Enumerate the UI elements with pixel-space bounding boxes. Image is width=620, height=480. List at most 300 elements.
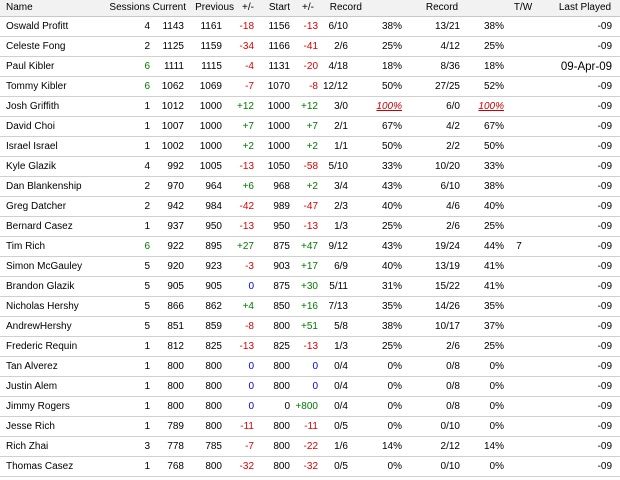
cell-pct1: 38%	[381, 21, 402, 32]
table-row[interactable]	[0, 377, 620, 397]
cell-sessions: 6	[144, 241, 150, 252]
cell-pct2: 38%	[483, 21, 504, 32]
cell-delta1: -7	[245, 441, 254, 452]
cell-delta1: -13	[239, 341, 254, 352]
cell-current: 851	[167, 321, 184, 332]
header-name[interactable]: Name	[6, 2, 33, 13]
header-record2[interactable]: Record	[425, 2, 459, 13]
cell-last-played: -09	[597, 461, 612, 472]
cell-pct1: 43%	[381, 181, 402, 192]
cell-pct2: 44%	[483, 241, 504, 252]
cell-pct1: 67%	[381, 121, 402, 132]
cell-start: 1166	[268, 41, 290, 52]
cell-pct2: 41%	[483, 281, 504, 292]
cell-delta2: +7	[306, 121, 318, 132]
cell-name: David Choi	[6, 121, 55, 132]
cell-last-played: -09	[597, 241, 612, 252]
cell-record1: 1/3	[334, 221, 348, 232]
cell-pct1: 31%	[381, 281, 402, 292]
cell-start: 0	[284, 401, 290, 412]
cell-current: 800	[167, 401, 184, 412]
cell-previous: 1161	[200, 21, 222, 32]
cell-delta1: 0	[248, 401, 254, 412]
cell-current: 1125	[162, 41, 184, 52]
cell-previous: 859	[205, 321, 222, 332]
cell-pct1: 25%	[381, 341, 402, 352]
cell-current: 789	[167, 421, 184, 432]
cell-current: 905	[167, 281, 184, 292]
cell-pct2: 37%	[483, 321, 504, 332]
cell-sessions: 1	[144, 381, 150, 392]
cell-delta2: +47	[301, 241, 318, 252]
cell-last-played: -09	[597, 41, 612, 52]
cell-previous: 950	[205, 221, 222, 232]
cell-delta2: +2	[306, 141, 318, 152]
cell-start: 800	[273, 381, 290, 392]
cell-delta2: +16	[301, 301, 318, 312]
cell-delta2: -11	[304, 421, 318, 432]
cell-delta1: +4	[242, 301, 254, 312]
cell-record1: 5/11	[329, 281, 348, 292]
cell-previous: 1005	[199, 161, 222, 172]
header-tw[interactable]: T/W	[513, 2, 533, 13]
cell-last-played: -09	[597, 201, 612, 212]
cell-pct1: 25%	[381, 41, 402, 52]
cell-start: 875	[273, 241, 290, 252]
cell-last-played: -09	[597, 341, 612, 352]
cell-last-played: -09	[597, 421, 612, 432]
cell-record2: 4/2	[446, 121, 460, 132]
header-sessions[interactable]: Sessions	[109, 2, 150, 13]
cell-record1: 3/4	[334, 181, 348, 192]
cell-delta1: +6	[242, 181, 254, 192]
cell-last-played: -09	[597, 181, 612, 192]
cell-current: 778	[167, 441, 184, 452]
cell-start: 1050	[267, 161, 290, 172]
cell-name: Thomas Casez	[6, 461, 74, 472]
cell-pct1: 35%	[381, 301, 402, 312]
cell-record1: 3/0	[334, 101, 348, 112]
cell-record2: 10/17	[434, 321, 460, 332]
cell-record2: 0/8	[446, 381, 460, 392]
cell-record2: 0/8	[446, 361, 460, 372]
cell-previous: 923	[205, 261, 222, 272]
cell-sessions: 5	[144, 281, 150, 292]
cell-delta2: -41	[303, 41, 318, 52]
cell-start: 989	[273, 201, 290, 212]
cell-name: Oswald Profitt	[6, 21, 69, 32]
cell-pct2: 25%	[483, 221, 504, 232]
cell-record1: 5/10	[328, 161, 348, 172]
table-row[interactable]	[0, 157, 620, 177]
cell-record1: 0/4	[334, 381, 348, 392]
cell-current: 992	[167, 161, 184, 172]
cell-delta2: -47	[303, 201, 318, 212]
cell-record2: 27/25	[434, 81, 460, 92]
cell-sessions: 1	[144, 141, 150, 152]
cell-name: Kyle Glazik	[6, 161, 57, 172]
header-record1[interactable]: Record	[329, 2, 362, 13]
table-row[interactable]	[0, 137, 620, 157]
cell-delta1: -8	[245, 321, 254, 332]
cell-pct1: 100%	[376, 101, 402, 112]
cell-last-played: -09	[597, 281, 612, 292]
cell-record1: 2/3	[334, 201, 348, 212]
cell-record2: 2/2	[446, 141, 460, 152]
cell-delta2: -8	[309, 81, 318, 92]
cell-previous: 800	[205, 461, 222, 472]
cell-pct2: 41%	[483, 261, 504, 272]
cell-delta1: -34	[239, 41, 254, 52]
cell-previous: 825	[205, 341, 222, 352]
table-row[interactable]	[0, 57, 620, 77]
cell-sessions: 6	[144, 81, 150, 92]
cell-current: 920	[167, 261, 184, 272]
cell-last-played: -09	[597, 221, 612, 232]
cell-pct2: 52%	[483, 81, 504, 92]
cell-pct2: 25%	[483, 341, 504, 352]
cell-last-played: -09	[597, 161, 612, 172]
table-row[interactable]	[0, 457, 620, 477]
cell-pct1: 50%	[381, 141, 402, 152]
cell-start: 800	[273, 321, 290, 332]
cell-pct2: 0%	[489, 421, 504, 432]
cell-delta2: -20	[303, 61, 318, 72]
cell-name: Tim Rich	[6, 241, 46, 252]
cell-delta1: 0	[248, 361, 254, 372]
cell-previous: 905	[205, 281, 222, 292]
cell-record1: 2/6	[334, 41, 348, 52]
cell-name: Dan Blankenship	[6, 181, 82, 192]
cell-pct1: 18%	[381, 61, 402, 72]
cell-last-played: 09-Apr-09	[560, 61, 612, 73]
cell-delta1: +2	[242, 141, 254, 152]
cell-previous: 800	[205, 381, 222, 392]
cell-current: 1143	[162, 21, 184, 32]
cell-previous: 964	[205, 181, 222, 192]
cell-record2: 6/10	[440, 181, 460, 192]
cell-previous: 895	[205, 241, 222, 252]
cell-pct1: 50%	[381, 81, 402, 92]
cell-pct2: 0%	[489, 461, 504, 472]
cell-delta2: +12	[301, 101, 318, 112]
cell-previous: 785	[205, 441, 222, 452]
cell-record1: 2/1	[334, 121, 348, 132]
cell-sessions: 5	[144, 301, 150, 312]
table-row[interactable]	[0, 277, 620, 297]
cell-current: 942	[167, 201, 184, 212]
table-row[interactable]	[0, 117, 620, 137]
cell-pct1: 0%	[387, 361, 402, 372]
cell-last-played: -09	[597, 141, 612, 152]
table-row[interactable]	[0, 237, 620, 257]
cell-delta2: +800	[295, 401, 318, 412]
cell-sessions: 5	[144, 261, 150, 272]
cell-record2: 13/19	[434, 261, 460, 272]
cell-record1: 0/5	[334, 461, 348, 472]
cell-previous: 1000	[199, 141, 222, 152]
cell-sessions: 1	[144, 121, 150, 132]
cell-record2: 10/20	[434, 161, 460, 172]
cell-current: 922	[167, 241, 184, 252]
cell-current: 800	[167, 381, 184, 392]
table-row[interactable]	[0, 437, 620, 457]
cell-delta1: -18	[239, 21, 254, 32]
cell-record1: 4/18	[328, 61, 348, 72]
header-delta1[interactable]: +/-	[242, 2, 254, 13]
header-previous[interactable]: Previous	[195, 2, 234, 13]
cell-start: 800	[273, 441, 290, 452]
cell-previous: 800	[205, 401, 222, 412]
cell-name: Tan Alverez	[6, 361, 58, 372]
cell-record2: 15/22	[434, 281, 460, 292]
cell-current: 937	[167, 221, 184, 232]
cell-delta1: +12	[237, 101, 254, 112]
cell-start: 800	[273, 461, 290, 472]
cell-start: 875	[273, 281, 290, 292]
cell-sessions: 1	[144, 461, 150, 472]
cell-delta2: +2	[306, 181, 318, 192]
cell-start: 1000	[267, 121, 290, 132]
cell-pct2: 0%	[489, 381, 504, 392]
cell-delta2: 0	[312, 361, 318, 372]
cell-delta1: -13	[239, 161, 254, 172]
cell-record1: 0/4	[334, 361, 348, 372]
cell-name: Jimmy Rogers	[6, 401, 70, 412]
cell-name: Nicholas Hershy	[6, 301, 79, 312]
cell-start: 950	[273, 221, 290, 232]
cell-pct2: 0%	[489, 361, 504, 372]
cell-pct1: 0%	[387, 421, 402, 432]
table-row[interactable]	[0, 257, 620, 277]
cell-pct2: 35%	[483, 301, 504, 312]
table-row[interactable]	[0, 177, 620, 197]
cell-current: 866	[167, 301, 184, 312]
table-row[interactable]	[0, 297, 620, 317]
cell-sessions: 5	[144, 321, 150, 332]
cell-name: Bernard Casez	[6, 221, 73, 232]
cell-delta1: -11	[240, 421, 254, 432]
cell-pct1: 0%	[387, 461, 402, 472]
cell-delta2: -13	[303, 21, 318, 32]
cell-delta2: -13	[303, 341, 318, 352]
cell-pct1: 25%	[381, 221, 402, 232]
row-divider	[0, 476, 620, 477]
cell-start: 800	[273, 421, 290, 432]
cell-pct2: 100%	[478, 101, 504, 112]
cell-record1: 5/8	[334, 321, 348, 332]
cell-start: 800	[273, 361, 290, 372]
cell-record1: 1/6	[334, 441, 348, 452]
cell-sessions: 2	[144, 181, 150, 192]
cell-delta2: -32	[303, 461, 318, 472]
cell-name: Justin Alem	[6, 381, 58, 392]
cell-last-played: -09	[597, 381, 612, 392]
cell-name: Frederic Requin	[6, 341, 78, 352]
cell-record2: 2/6	[446, 221, 460, 232]
cell-record1: 12/12	[322, 81, 348, 92]
cell-pct2: 67%	[483, 121, 504, 132]
table-row[interactable]	[0, 77, 620, 97]
cell-sessions: 1	[144, 221, 150, 232]
table-row[interactable]	[0, 397, 620, 417]
cell-start: 1000	[267, 141, 290, 152]
cell-pct1: 43%	[381, 241, 402, 252]
cell-record2: 13/21	[434, 21, 460, 32]
cell-delta1: -4	[245, 61, 254, 72]
cell-delta2: -22	[303, 441, 318, 452]
cell-current: 970	[167, 181, 184, 192]
cell-pct1: 40%	[381, 261, 402, 272]
cell-record1: 6/10	[328, 21, 348, 32]
cell-last-played: -09	[597, 81, 612, 92]
cell-pct2: 14%	[483, 441, 504, 452]
table-row[interactable]	[0, 417, 620, 437]
cell-current: 1007	[161, 121, 184, 132]
cell-start: 825	[273, 341, 290, 352]
cell-pct2: 38%	[483, 181, 504, 192]
cell-record1: 6/9	[334, 261, 348, 272]
cell-previous: 1159	[200, 41, 222, 52]
cell-delta2: -58	[303, 161, 318, 172]
cell-previous: 1000	[199, 101, 222, 112]
cell-pct2: 18%	[483, 61, 504, 72]
cell-sessions: 4	[144, 21, 150, 32]
cell-name: Simon McGauley	[6, 261, 83, 272]
cell-delta1: -32	[239, 461, 254, 472]
cell-pct1: 40%	[381, 201, 402, 212]
cell-last-played: -09	[597, 21, 612, 32]
cell-current: 1111	[163, 61, 184, 72]
cell-sessions: 1	[144, 421, 150, 432]
cell-name: Rich Zhai	[6, 441, 49, 452]
cell-record2: 6/0	[446, 101, 460, 112]
table-row[interactable]	[0, 357, 620, 377]
cell-record1: 1/3	[334, 341, 348, 352]
cell-last-played: -09	[597, 401, 612, 412]
cell-delta2: -13	[303, 221, 318, 232]
cell-pct2: 25%	[483, 41, 504, 52]
cell-delta1: -13	[239, 221, 254, 232]
cell-name: Greg Datcher	[6, 201, 67, 212]
cell-sessions: 1	[144, 361, 150, 372]
cell-start: 903	[273, 261, 290, 272]
header-row	[0, 0, 620, 17]
cell-last-played: -09	[597, 301, 612, 312]
cell-last-played: -09	[597, 121, 612, 132]
cell-previous: 1069	[199, 81, 222, 92]
cell-current: 1062	[161, 81, 184, 92]
cell-record2: 0/10	[440, 461, 460, 472]
cell-record2: 19/24	[434, 241, 460, 252]
cell-record2: 0/10	[440, 421, 460, 432]
header-last-played[interactable]: Last Played	[558, 2, 612, 13]
cell-sessions: 2	[144, 201, 150, 212]
table-row[interactable]	[0, 17, 620, 37]
cell-delta2: +17	[301, 261, 318, 272]
cell-previous: 862	[205, 301, 222, 312]
cell-last-played: -09	[597, 101, 612, 112]
cell-name: Paul Kibler	[6, 61, 55, 72]
table-row[interactable]	[0, 37, 620, 57]
cell-current: 812	[167, 341, 184, 352]
cell-record2: 4/6	[446, 201, 460, 212]
cell-pct1: 33%	[381, 161, 402, 172]
cell-previous: 800	[205, 361, 222, 372]
cell-record1: 9/12	[328, 241, 348, 252]
cell-previous: 984	[205, 201, 222, 212]
cell-start: 968	[273, 181, 290, 192]
cell-name: Tommy Kibler	[6, 81, 67, 92]
cell-record1: 1/1	[334, 141, 348, 152]
cell-previous: 1000	[199, 121, 222, 132]
cell-delta1: -42	[239, 201, 254, 212]
table-row[interactable]	[0, 317, 620, 337]
cell-sessions: 4	[144, 161, 150, 172]
cell-previous: 800	[205, 421, 222, 432]
cell-record1: 0/4	[334, 401, 348, 412]
cell-pct2: 33%	[483, 161, 504, 172]
cell-pct2: 50%	[483, 141, 504, 152]
cell-delta1: -7	[245, 81, 254, 92]
cell-sessions: 3	[144, 441, 150, 452]
cell-name: Brandon Glazik	[6, 281, 75, 292]
cell-record2: 8/36	[440, 61, 460, 72]
cell-pct2: 40%	[483, 201, 504, 212]
header-current[interactable]: Current	[152, 2, 186, 13]
cell-record1: 7/13	[328, 301, 348, 312]
cell-current: 768	[167, 461, 184, 472]
cell-record2: 4/12	[440, 41, 460, 52]
cell-delta1: 0	[248, 281, 254, 292]
cell-pct1: 38%	[381, 321, 402, 332]
header-delta2[interactable]: +/-	[302, 2, 314, 13]
cell-name: Israel Israel	[6, 141, 58, 152]
cell-delta1: 0	[248, 381, 254, 392]
table-row[interactable]	[0, 97, 620, 117]
table-row[interactable]	[0, 217, 620, 237]
cell-sessions: 2	[144, 41, 150, 52]
cell-delta1: +7	[242, 121, 254, 132]
cell-tw: 7	[516, 241, 522, 252]
header-start[interactable]: Start	[268, 2, 290, 13]
cell-record2: 0/8	[446, 401, 460, 412]
cell-sessions: 1	[144, 101, 150, 112]
cell-current: 1012	[161, 101, 184, 112]
cell-pct1: 0%	[387, 401, 402, 412]
cell-sessions: 1	[144, 401, 150, 412]
cell-delta2: +30	[301, 281, 318, 292]
cell-name: Josh Griffith	[6, 101, 60, 112]
cell-last-played: -09	[597, 321, 612, 332]
cell-start: 850	[273, 301, 290, 312]
cell-start: 1070	[267, 81, 290, 92]
table-row[interactable]	[0, 197, 620, 217]
cell-delta2: +51	[301, 321, 318, 332]
cell-start: 1000	[267, 101, 290, 112]
cell-name: Jesse Rich	[6, 421, 55, 432]
cell-previous: 1115	[201, 61, 222, 72]
cell-sessions: 6	[144, 61, 150, 72]
cell-pct2: 0%	[489, 401, 504, 412]
cell-delta1: -3	[245, 261, 254, 272]
cell-name: Celeste Fong	[6, 41, 66, 52]
cell-record1: 0/5	[334, 421, 348, 432]
cell-last-played: -09	[597, 261, 612, 272]
table-row[interactable]	[0, 337, 620, 357]
cell-last-played: -09	[597, 441, 612, 452]
cell-delta1: +27	[237, 241, 254, 252]
